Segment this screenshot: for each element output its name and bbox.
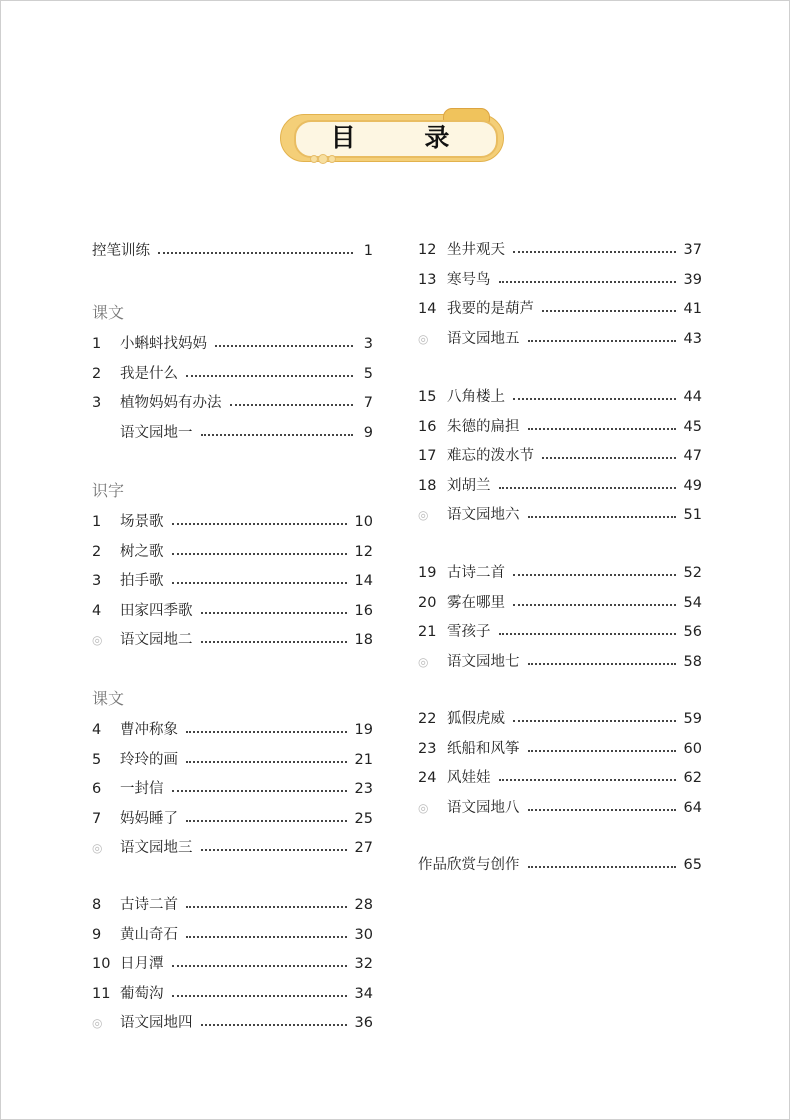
page-number: 45	[683, 418, 702, 435]
toc-entry[interactable]	[92, 953, 373, 975]
dot-leader	[528, 750, 676, 752]
dot-leader	[172, 523, 347, 525]
page-number: 27	[354, 840, 373, 857]
dot-leader	[186, 731, 347, 733]
toc-entry[interactable]	[92, 511, 373, 533]
dot-leader	[528, 516, 676, 518]
page-number: 41	[683, 301, 702, 318]
dot-leader	[215, 345, 353, 347]
lesson-number: 3	[92, 395, 102, 412]
lesson-number: 17	[418, 448, 437, 465]
toc-entry[interactable]	[92, 240, 373, 262]
dot-leader	[172, 790, 347, 792]
toc-entry[interactable]	[92, 541, 373, 563]
dot-leader	[230, 404, 354, 406]
dot-leader	[172, 582, 347, 584]
lesson-number: 10	[92, 956, 111, 973]
entry-title: 狐假虎威	[447, 711, 505, 727]
lesson-number: 24	[418, 770, 437, 787]
toc-entry[interactable]	[418, 854, 702, 876]
lesson-number: 18	[418, 477, 437, 494]
page-number: 65	[683, 857, 702, 873]
toc-entry[interactable]	[92, 778, 373, 800]
page-number: 12	[354, 543, 373, 560]
dot-leader	[513, 574, 676, 576]
lesson-number: 2	[92, 543, 102, 560]
entry-title: 风娃娃	[447, 770, 491, 787]
entry-title: 雪孩子	[447, 624, 491, 641]
toc-entry[interactable]	[92, 837, 373, 859]
dot-leader	[186, 906, 347, 908]
bullseye-icon: ◎	[418, 331, 429, 346]
lesson-number: 21	[418, 624, 437, 641]
section-header: 识字	[92, 481, 125, 500]
lesson-number: 4	[92, 722, 102, 738]
lesson-number: 15	[418, 389, 437, 405]
page-title: 目 录	[330, 123, 480, 152]
page-number: 16	[354, 602, 373, 619]
dot-leader	[201, 849, 347, 851]
entry-title: 朱德的扁担	[447, 418, 520, 435]
page-number: 9	[363, 424, 373, 441]
dot-leader	[158, 252, 353, 254]
toc-entry[interactable]	[418, 269, 702, 291]
toc-entry[interactable]	[92, 808, 373, 830]
entry-title: 黄山奇石	[120, 926, 178, 943]
dot-leader	[499, 779, 676, 781]
lesson-number: 23	[418, 740, 437, 757]
entry-title: 日月潭	[120, 956, 164, 973]
dot-leader	[172, 965, 347, 967]
dot-leader	[201, 641, 347, 643]
dot-leader	[513, 251, 676, 253]
dot-leader	[172, 553, 347, 555]
entry-title: 难忘的泼水节	[447, 448, 534, 465]
entry-title: 曹冲称象	[120, 722, 178, 738]
page-number: 32	[354, 956, 373, 973]
entry-title: 纸船和风筝	[447, 740, 520, 757]
page-number: 1	[363, 243, 373, 259]
dot-leader	[499, 487, 676, 489]
lesson-number: 14	[418, 301, 437, 318]
section-header: 课文	[92, 303, 125, 322]
dot-leader	[186, 375, 353, 377]
dot-leader	[542, 310, 676, 312]
toc-entry[interactable]	[92, 363, 373, 385]
toc-entry[interactable]	[418, 504, 702, 526]
page-number: 18	[354, 632, 373, 649]
dot-leader	[499, 633, 676, 635]
dot-leader	[172, 995, 347, 997]
toc-entry[interactable]	[92, 1012, 373, 1034]
toc-entry[interactable]	[92, 333, 373, 355]
toc-entry[interactable]	[92, 749, 373, 771]
toc-entry[interactable]	[92, 983, 373, 1005]
entry-title: 语文园地五	[447, 330, 520, 347]
toc-entry[interactable]	[92, 924, 373, 946]
entry-title: 一封信	[120, 781, 164, 798]
dot-leader	[513, 398, 676, 400]
entry-title: 葡萄沟	[120, 985, 164, 1002]
page-number: 64	[683, 799, 702, 816]
dot-leader	[499, 281, 676, 283]
lesson-number: 1	[92, 514, 102, 530]
entry-title: 刘胡兰	[447, 477, 491, 494]
entry-title: 语文园地七	[447, 653, 520, 670]
lesson-number: 4	[92, 602, 102, 619]
entry-title: 语文园地六	[447, 507, 520, 524]
toc-entry[interactable]	[92, 600, 373, 622]
lesson-number: 12	[418, 242, 437, 258]
entry-title: 控笔训练	[92, 243, 150, 259]
page-number: 28	[354, 897, 373, 913]
lesson-number: 6	[92, 781, 102, 798]
toc-entry[interactable]	[418, 797, 702, 819]
toc-entry[interactable]	[418, 328, 702, 350]
entry-title: 小蝌蚪找妈妈	[120, 336, 207, 352]
lesson-number: 5	[92, 751, 102, 768]
entry-title: 语文园地一	[120, 424, 193, 441]
entry-title: 语文园地二	[120, 632, 193, 649]
dot-leader	[528, 340, 676, 342]
entry-title: 坐井观天	[447, 242, 505, 258]
dot-leader	[201, 1024, 347, 1026]
page-number: 47	[683, 448, 702, 465]
lesson-number: 11	[92, 985, 111, 1002]
entry-title: 古诗二首	[447, 565, 505, 581]
dot-leader	[186, 761, 347, 763]
bullseye-icon: ◎	[92, 633, 103, 648]
lesson-number: 3	[92, 573, 102, 590]
dot-leader	[528, 663, 676, 665]
entry-title: 我是什么	[120, 365, 178, 382]
page-number: 36	[354, 1015, 373, 1032]
page-number: 54	[683, 594, 702, 611]
toc-entry[interactable]	[418, 475, 702, 497]
entry-title: 妈妈睡了	[120, 810, 178, 827]
page-number: 56	[683, 624, 702, 641]
page-number: 14	[354, 573, 373, 590]
dot-leader	[201, 612, 347, 614]
page-number: 51	[683, 507, 702, 524]
lesson-number: 19	[418, 565, 437, 581]
dot-leader	[186, 820, 347, 822]
page-number: 58	[683, 653, 702, 670]
toc-entry[interactable]	[418, 298, 702, 320]
toc-entry[interactable]	[92, 894, 373, 916]
page-number: 39	[683, 271, 702, 288]
toc-entry[interactable]	[418, 767, 702, 789]
bullseye-icon: ◎	[92, 841, 103, 856]
entry-title: 我要的是葫芦	[447, 301, 534, 318]
toc-entry[interactable]	[418, 562, 702, 584]
lesson-number: 8	[92, 897, 102, 913]
entry-title: 古诗二首	[120, 897, 178, 913]
page-number: 52	[683, 565, 702, 581]
page-number: 60	[683, 740, 702, 757]
entry-title: 田家四季歌	[120, 602, 193, 619]
entry-title: 八角楼上	[447, 389, 505, 405]
lesson-number: 22	[418, 711, 437, 727]
toc-entry[interactable]	[92, 570, 373, 592]
dot-leader	[542, 457, 676, 459]
bullseye-icon: ◎	[418, 800, 429, 815]
lesson-number: 13	[418, 271, 437, 288]
lesson-number: 1	[92, 336, 102, 352]
lesson-number: 9	[92, 926, 102, 943]
page-number: 62	[683, 770, 702, 787]
lesson-number: 2	[92, 365, 102, 382]
page-number: 7	[363, 395, 373, 412]
toc-entry[interactable]	[418, 386, 702, 408]
entry-title: 植物妈妈有办法	[120, 395, 222, 412]
page-number: 49	[683, 477, 702, 494]
toc-entry[interactable]	[418, 651, 702, 673]
dot-leader	[513, 720, 676, 722]
page-number: 5	[363, 365, 373, 382]
dot-leader	[513, 604, 676, 606]
section-header: 课文	[92, 689, 125, 708]
page-number: 21	[354, 751, 373, 768]
toc-entry[interactable]	[92, 629, 373, 651]
entry-title: 语文园地八	[447, 799, 520, 816]
dot-leader	[528, 428, 676, 430]
lesson-number: 16	[418, 418, 437, 435]
entry-title: 语文园地三	[120, 840, 193, 857]
title-banner	[280, 108, 505, 160]
entry-title: 场景歌	[120, 514, 164, 530]
page-number: 37	[683, 242, 702, 258]
lesson-number: 7	[92, 810, 102, 827]
toc-entry[interactable]	[418, 621, 702, 643]
toc-entry[interactable]	[418, 738, 702, 760]
toc-entry[interactable]	[92, 719, 373, 741]
dot-leader	[201, 434, 354, 436]
entry-title: 雾在哪里	[447, 594, 505, 611]
toc-entry[interactable]	[418, 708, 702, 730]
toc-entry[interactable]	[92, 422, 373, 444]
page-number: 30	[354, 926, 373, 943]
entry-title: 语文园地四	[120, 1015, 193, 1032]
page-number: 10	[354, 514, 373, 530]
lesson-number: 20	[418, 594, 437, 611]
bullseye-icon: ◎	[418, 508, 429, 523]
dot-leader	[528, 866, 676, 868]
page-number: 19	[354, 722, 373, 738]
toc-entry[interactable]	[418, 239, 702, 261]
entry-title: 作品欣赏与创作	[418, 857, 520, 873]
entry-title: 玲玲的画	[120, 751, 178, 768]
page-number: 23	[354, 781, 373, 798]
toc-entry[interactable]	[92, 392, 373, 414]
toc-entry[interactable]	[418, 592, 702, 614]
bullseye-icon: ◎	[92, 1016, 103, 1031]
page-number: 44	[683, 389, 702, 405]
page-number: 43	[683, 330, 702, 347]
page-number: 25	[354, 810, 373, 827]
page-number: 34	[354, 985, 373, 1002]
entry-title: 拍手歌	[120, 573, 164, 590]
toc-entry[interactable]	[418, 445, 702, 467]
dot-leader	[528, 809, 676, 811]
dot-leader	[186, 936, 347, 938]
entry-title: 树之歌	[120, 543, 164, 560]
page-number: 3	[363, 336, 373, 352]
page-number: 59	[683, 711, 702, 727]
bullseye-icon: ◎	[418, 654, 429, 669]
entry-title: 寒号鸟	[447, 271, 491, 288]
toc-entry[interactable]	[418, 416, 702, 438]
